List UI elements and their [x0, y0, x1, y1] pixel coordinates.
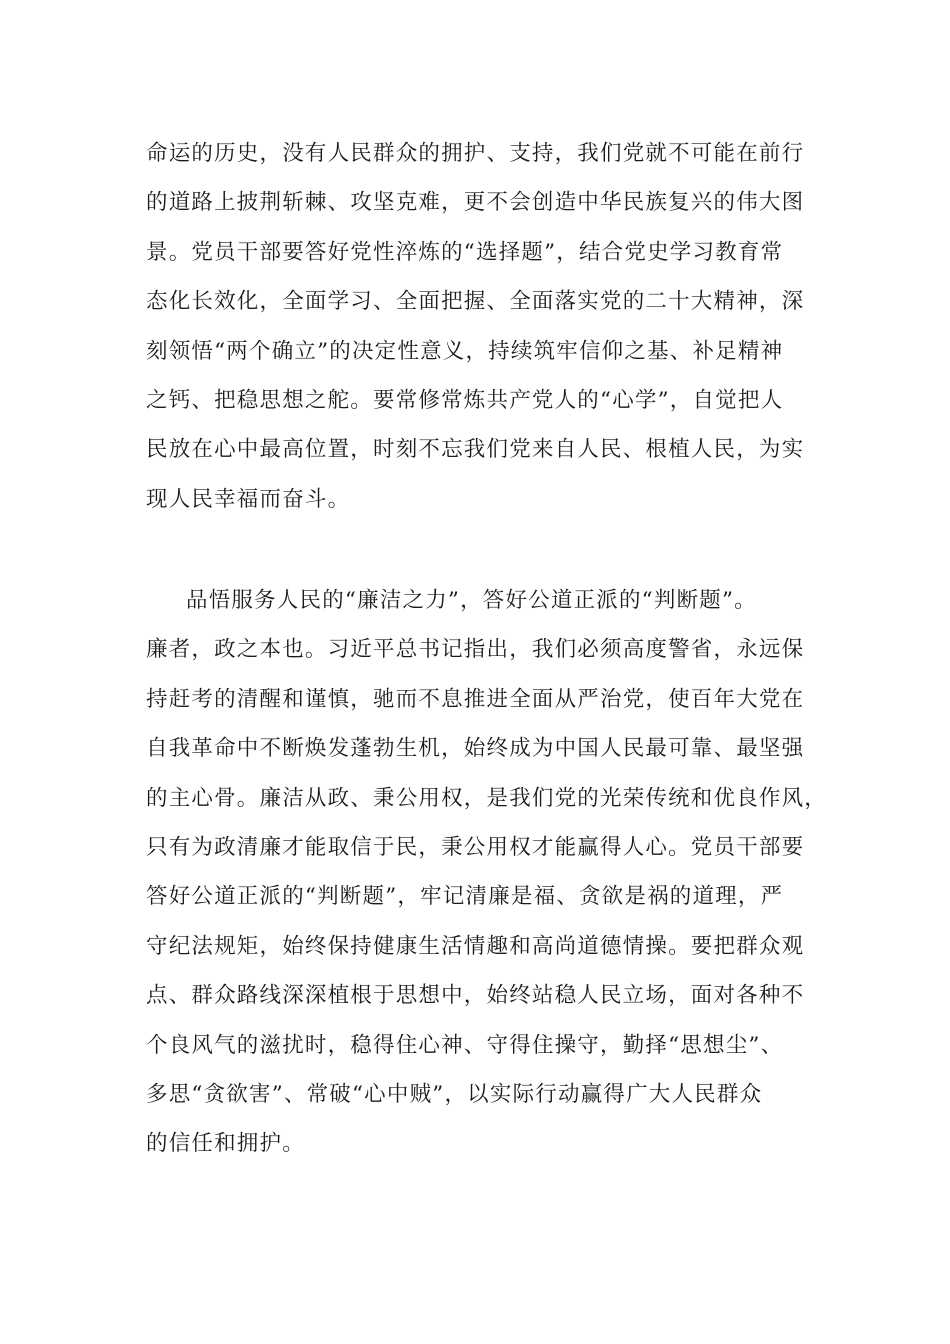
text-line: 只有为政清廉才能取信于民，秉公用权才能赢得人心。党员干部要 — [146, 834, 805, 860]
text-line: 的主心骨。廉洁从政、秉公用权，是我们党的光荣传统和优良作风， — [146, 785, 828, 811]
text-line-indented: 品悟服务人民的“廉洁之力”，答好公道正派的“判断题”。 — [186, 588, 757, 613]
text-line: 多思“贪欲害”、常破“心中贼”，以实际行动赢得广大人民群众 — [146, 1081, 763, 1107]
paragraph-1 — [146, 129, 816, 524]
text-line: 答好公道正派的“判断题”，牢记清廉是福、贪欲是祸的道理，严 — [146, 884, 784, 910]
text-line: 景。党员干部要答好党性淬炼的“选择题”，结合党史学习教育常 — [146, 239, 784, 265]
text-line: 点、群众路线深深植根于思想中，始终站稳人民立场，面对各种不 — [146, 983, 805, 1009]
text-line: 命运的历史，没有人民群众的拥护、支持，我们党就不可能在前行 — [146, 141, 805, 166]
text-line: 的信任和拥护。 — [146, 1131, 305, 1157]
text-line: 自我革命中不断焕发蓬勃生机，始终成为中国人民最可靠、最坚强 — [146, 736, 805, 762]
text-line: 守纪法规矩，始终保持健康生活情趣和高尚道德情操。要把群众观 — [146, 933, 805, 959]
text-line: 之钙、把稳思想之舵。要常修常炼共产党人的“心学”，自觉把人 — [146, 387, 784, 413]
text-line: 现人民幸福而奋斗。 — [146, 486, 351, 512]
text-line: 民放在心中最高位置，时刻不忘我们党来自人民、根植人民，为实 — [146, 437, 805, 463]
text-line: 个良风气的滋扰时，稳得住心神、守得住操守，勤择“思想尘”、 — [146, 1032, 784, 1058]
text-line: 刻领悟“两个确立”的决定性意义，持续筑牢信仰之基、补足精神 — [146, 338, 784, 364]
paragraph-2 — [146, 576, 828, 1169]
text-line: 的道路上披荆斩棘、攻坚克难，更不会创造中华民族复兴的伟大图 — [146, 190, 805, 216]
text-line: 持赶考的清醒和谨慎，驰而不息推进全面从严治党，使百年大党在 — [146, 686, 805, 712]
text-line: 廉者，政之本也。习近平总书记指出，我们必须高度警省，永远保 — [146, 637, 805, 663]
text-line: 态化长效化，全面学习、全面把握、全面落实党的二十大精神，深 — [146, 289, 805, 315]
